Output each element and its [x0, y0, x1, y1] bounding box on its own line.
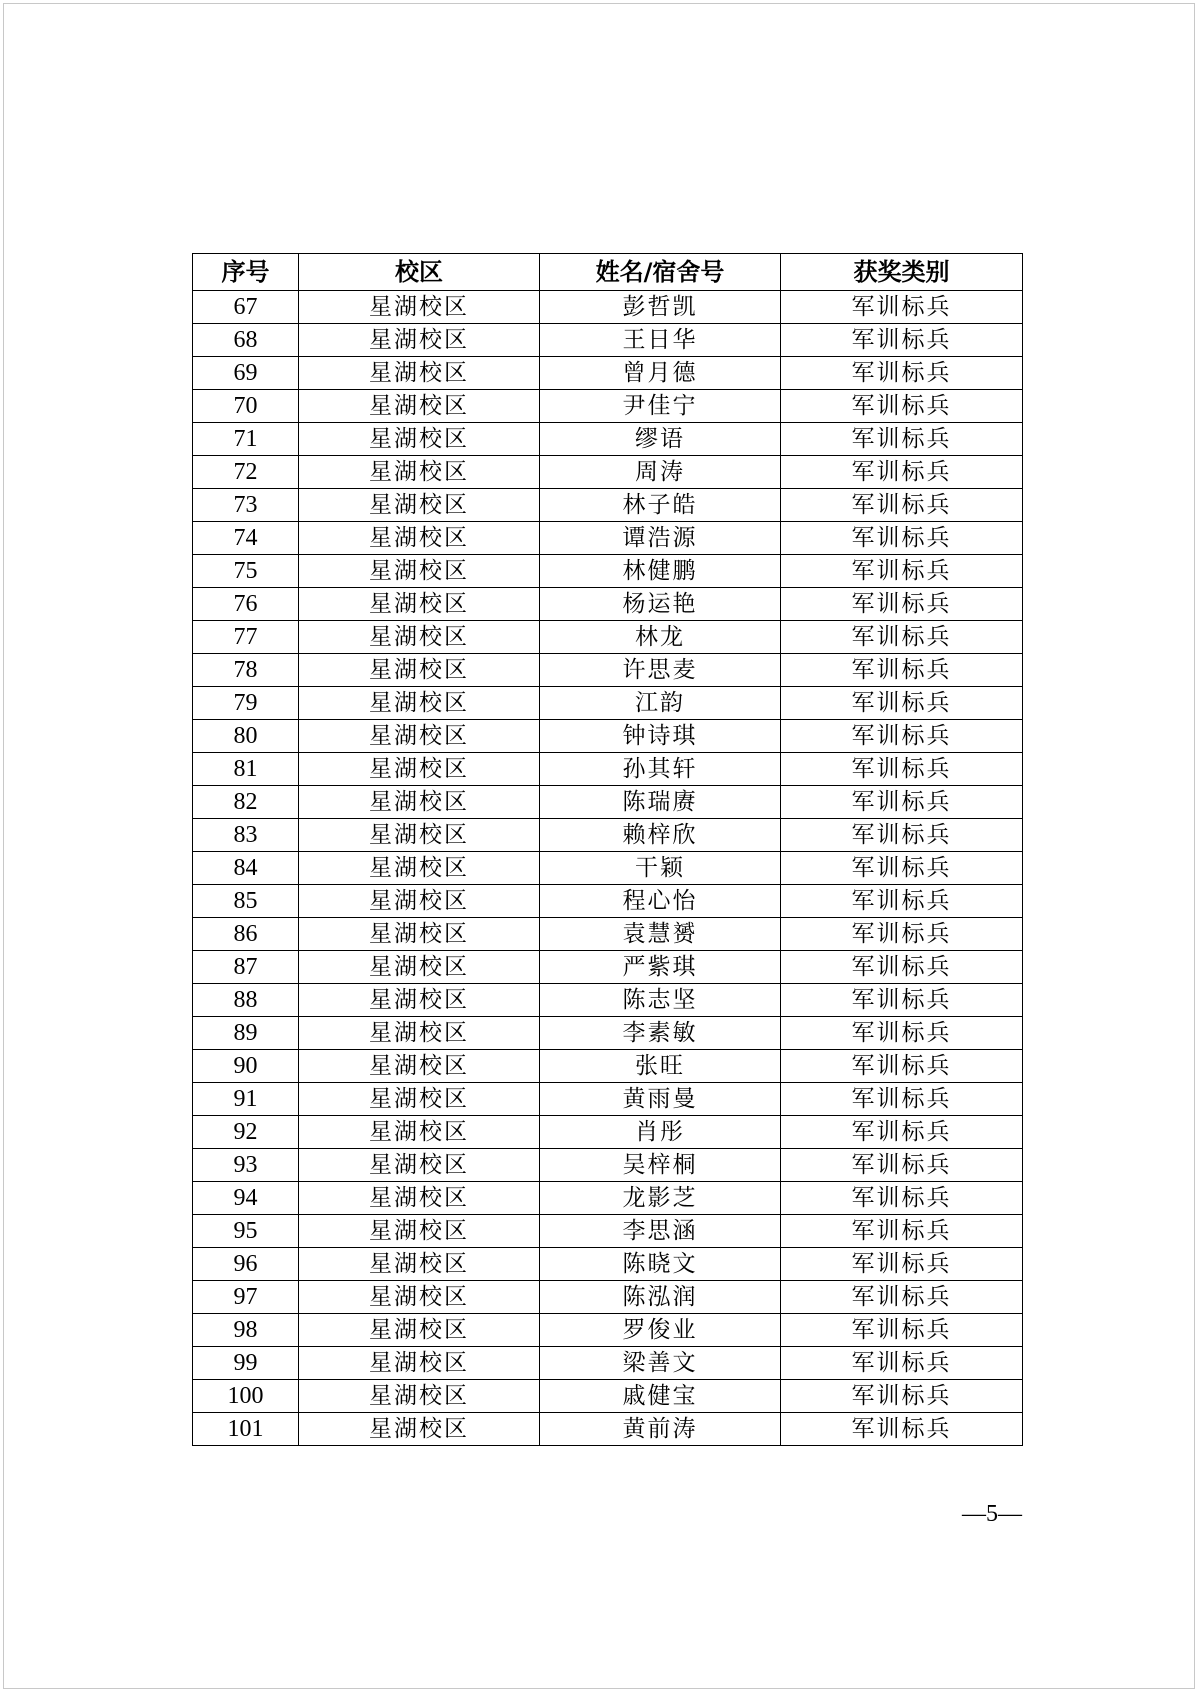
cell-seq: 98	[193, 1314, 299, 1347]
cell-award: 军训标兵	[781, 423, 1023, 456]
cell-name: 梁善文	[540, 1347, 781, 1380]
cell-name: 孙其轩	[540, 753, 781, 786]
cell-award: 军训标兵	[781, 456, 1023, 489]
cell-seq: 96	[193, 1248, 299, 1281]
table-row	[193, 1380, 1023, 1413]
cell-award: 军训标兵	[781, 1083, 1023, 1116]
table-header-row	[193, 254, 1023, 291]
cell-award: 军训标兵	[781, 324, 1023, 357]
cell-campus: 星湖校区	[299, 1380, 540, 1413]
cell-name: 陈泓润	[540, 1281, 781, 1314]
cell-seq: 80	[193, 720, 299, 753]
cell-seq: 68	[193, 324, 299, 357]
cell-campus: 星湖校区	[299, 522, 540, 555]
cell-award: 军训标兵	[781, 918, 1023, 951]
cell-campus: 星湖校区	[299, 720, 540, 753]
cell-campus: 星湖校区	[299, 984, 540, 1017]
table-row	[193, 1050, 1023, 1083]
cell-seq: 94	[193, 1182, 299, 1215]
table-row	[193, 1017, 1023, 1050]
cell-campus: 星湖校区	[299, 1050, 540, 1083]
table-row	[193, 1116, 1023, 1149]
cell-campus: 星湖校区	[299, 1347, 540, 1380]
cell-seq: 91	[193, 1083, 299, 1116]
cell-campus: 星湖校区	[299, 423, 540, 456]
cell-seq: 100	[193, 1380, 299, 1413]
cell-campus: 星湖校区	[299, 357, 540, 390]
table-row	[193, 1149, 1023, 1182]
cell-seq: 82	[193, 786, 299, 819]
cell-seq: 74	[193, 522, 299, 555]
cell-campus: 星湖校区	[299, 1116, 540, 1149]
cell-award: 军训标兵	[781, 720, 1023, 753]
cell-campus: 星湖校区	[299, 588, 540, 621]
cell-campus: 星湖校区	[299, 621, 540, 654]
cell-name: 赖梓欣	[540, 819, 781, 852]
cell-seq: 95	[193, 1215, 299, 1248]
cell-award: 军训标兵	[781, 885, 1023, 918]
cell-seq: 88	[193, 984, 299, 1017]
table-row	[193, 819, 1023, 852]
cell-award: 军训标兵	[781, 1182, 1023, 1215]
cell-campus: 星湖校区	[299, 1281, 540, 1314]
cell-campus: 星湖校区	[299, 687, 540, 720]
cell-campus: 星湖校区	[299, 489, 540, 522]
cell-name: 杨运艳	[540, 588, 781, 621]
table-row	[193, 918, 1023, 951]
cell-name: 袁慧赟	[540, 918, 781, 951]
cell-name: 陈晓文	[540, 1248, 781, 1281]
cell-award: 军训标兵	[781, 1248, 1023, 1281]
cell-award: 军训标兵	[781, 753, 1023, 786]
cell-award: 军训标兵	[781, 291, 1023, 324]
cell-award: 军训标兵	[781, 588, 1023, 621]
cell-name: 钟诗琪	[540, 720, 781, 753]
award-roster-table	[192, 253, 1023, 1446]
cell-seq: 81	[193, 753, 299, 786]
cell-award: 军训标兵	[781, 1347, 1023, 1380]
cell-campus: 星湖校区	[299, 291, 540, 324]
cell-seq: 77	[193, 621, 299, 654]
table-row	[193, 1215, 1023, 1248]
table-row	[193, 324, 1023, 357]
table-row	[193, 687, 1023, 720]
cell-seq: 86	[193, 918, 299, 951]
table-body	[193, 291, 1023, 1446]
cell-campus: 星湖校区	[299, 951, 540, 984]
cell-campus: 星湖校区	[299, 1215, 540, 1248]
table-row	[193, 291, 1023, 324]
cell-name: 缪语	[540, 423, 781, 456]
cell-seq: 85	[193, 885, 299, 918]
cell-award: 军训标兵	[781, 786, 1023, 819]
header-name-dorm: 姓名/宿舍号	[540, 254, 781, 291]
table-row	[193, 357, 1023, 390]
table-row	[193, 621, 1023, 654]
cell-name: 谭浩源	[540, 522, 781, 555]
cell-seq: 87	[193, 951, 299, 984]
cell-award: 军训标兵	[781, 852, 1023, 885]
cell-seq: 84	[193, 852, 299, 885]
table-row	[193, 654, 1023, 687]
cell-award: 军训标兵	[781, 522, 1023, 555]
cell-name: 吴梓桐	[540, 1149, 781, 1182]
cell-campus: 星湖校区	[299, 1314, 540, 1347]
table-row	[193, 984, 1023, 1017]
cell-campus: 星湖校区	[299, 753, 540, 786]
cell-campus: 星湖校区	[299, 555, 540, 588]
cell-award: 军训标兵	[781, 1149, 1023, 1182]
cell-award: 军训标兵	[781, 951, 1023, 984]
cell-seq: 93	[193, 1149, 299, 1182]
cell-award: 军训标兵	[781, 357, 1023, 390]
table-row	[193, 1083, 1023, 1116]
cell-seq: 101	[193, 1413, 299, 1446]
table-row	[193, 390, 1023, 423]
table-row	[193, 1314, 1023, 1347]
cell-name: 张旺	[540, 1050, 781, 1083]
cell-award: 军训标兵	[781, 1281, 1023, 1314]
cell-award: 军训标兵	[781, 687, 1023, 720]
table-row	[193, 522, 1023, 555]
table-row	[193, 1248, 1023, 1281]
cell-seq: 78	[193, 654, 299, 687]
cell-name: 李思涵	[540, 1215, 781, 1248]
cell-award: 军训标兵	[781, 819, 1023, 852]
cell-award: 军训标兵	[781, 1017, 1023, 1050]
cell-award: 军训标兵	[781, 1215, 1023, 1248]
cell-seq: 72	[193, 456, 299, 489]
cell-name: 陈志坚	[540, 984, 781, 1017]
cell-seq: 89	[193, 1017, 299, 1050]
cell-award: 军训标兵	[781, 1116, 1023, 1149]
table-row	[193, 786, 1023, 819]
cell-campus: 星湖校区	[299, 786, 540, 819]
cell-name: 黄雨曼	[540, 1083, 781, 1116]
cell-campus: 星湖校区	[299, 1083, 540, 1116]
cell-campus: 星湖校区	[299, 1149, 540, 1182]
table-row	[193, 1281, 1023, 1314]
cell-name: 戚健宝	[540, 1380, 781, 1413]
cell-name: 许思麦	[540, 654, 781, 687]
cell-campus: 星湖校区	[299, 1248, 540, 1281]
cell-seq: 69	[193, 357, 299, 390]
cell-name: 李素敏	[540, 1017, 781, 1050]
table-row	[193, 1182, 1023, 1215]
cell-name: 林龙	[540, 621, 781, 654]
header-award-type: 获奖类别	[781, 254, 1023, 291]
cell-campus: 星湖校区	[299, 390, 540, 423]
cell-campus: 星湖校区	[299, 918, 540, 951]
cell-campus: 星湖校区	[299, 1182, 540, 1215]
table-row	[193, 588, 1023, 621]
table-row	[193, 489, 1023, 522]
cell-award: 军训标兵	[781, 621, 1023, 654]
cell-name: 江韵	[540, 687, 781, 720]
cell-seq: 70	[193, 390, 299, 423]
cell-award: 军训标兵	[781, 489, 1023, 522]
cell-seq: 79	[193, 687, 299, 720]
cell-award: 军训标兵	[781, 1413, 1023, 1446]
cell-campus: 星湖校区	[299, 654, 540, 687]
cell-seq: 90	[193, 1050, 299, 1083]
table-row	[193, 1347, 1023, 1380]
table-row	[193, 852, 1023, 885]
cell-seq: 92	[193, 1116, 299, 1149]
table-row	[193, 555, 1023, 588]
cell-name: 肖彤	[540, 1116, 781, 1149]
header-seq: 序号	[193, 254, 299, 291]
table-row	[193, 456, 1023, 489]
cell-name: 周涛	[540, 456, 781, 489]
cell-award: 军训标兵	[781, 654, 1023, 687]
cell-name: 彭哲凯	[540, 291, 781, 324]
cell-seq: 73	[193, 489, 299, 522]
cell-award: 军训标兵	[781, 555, 1023, 588]
cell-campus: 星湖校区	[299, 852, 540, 885]
cell-name: 龙影芝	[540, 1182, 781, 1215]
cell-name: 曾月德	[540, 357, 781, 390]
table-row	[193, 1413, 1023, 1446]
cell-name: 严紫琪	[540, 951, 781, 984]
cell-award: 军训标兵	[781, 1380, 1023, 1413]
table-row	[193, 885, 1023, 918]
cell-campus: 星湖校区	[299, 1017, 540, 1050]
cell-name: 黄前涛	[540, 1413, 781, 1446]
cell-campus: 星湖校区	[299, 885, 540, 918]
cell-name: 干颖	[540, 852, 781, 885]
cell-seq: 97	[193, 1281, 299, 1314]
cell-seq: 75	[193, 555, 299, 588]
cell-name: 林健鹏	[540, 555, 781, 588]
cell-name: 林子皓	[540, 489, 781, 522]
cell-name: 罗俊业	[540, 1314, 781, 1347]
cell-award: 军训标兵	[781, 1314, 1023, 1347]
cell-award: 军训标兵	[781, 1050, 1023, 1083]
table-row	[193, 951, 1023, 984]
cell-name: 程心怡	[540, 885, 781, 918]
cell-award: 军训标兵	[781, 390, 1023, 423]
cell-seq: 83	[193, 819, 299, 852]
cell-seq: 99	[193, 1347, 299, 1380]
cell-campus: 星湖校区	[299, 1413, 540, 1446]
header-campus: 校区	[299, 254, 540, 291]
cell-seq: 76	[193, 588, 299, 621]
table-row	[193, 753, 1023, 786]
cell-campus: 星湖校区	[299, 819, 540, 852]
page-number: —5—	[962, 1501, 1022, 1527]
cell-campus: 星湖校区	[299, 456, 540, 489]
table-row	[193, 720, 1023, 753]
cell-seq: 71	[193, 423, 299, 456]
cell-award: 军训标兵	[781, 984, 1023, 1017]
cell-name: 尹佳宁	[540, 390, 781, 423]
cell-seq: 67	[193, 291, 299, 324]
cell-campus: 星湖校区	[299, 324, 540, 357]
cell-name: 王日华	[540, 324, 781, 357]
table-row	[193, 423, 1023, 456]
cell-name: 陈瑞赓	[540, 786, 781, 819]
